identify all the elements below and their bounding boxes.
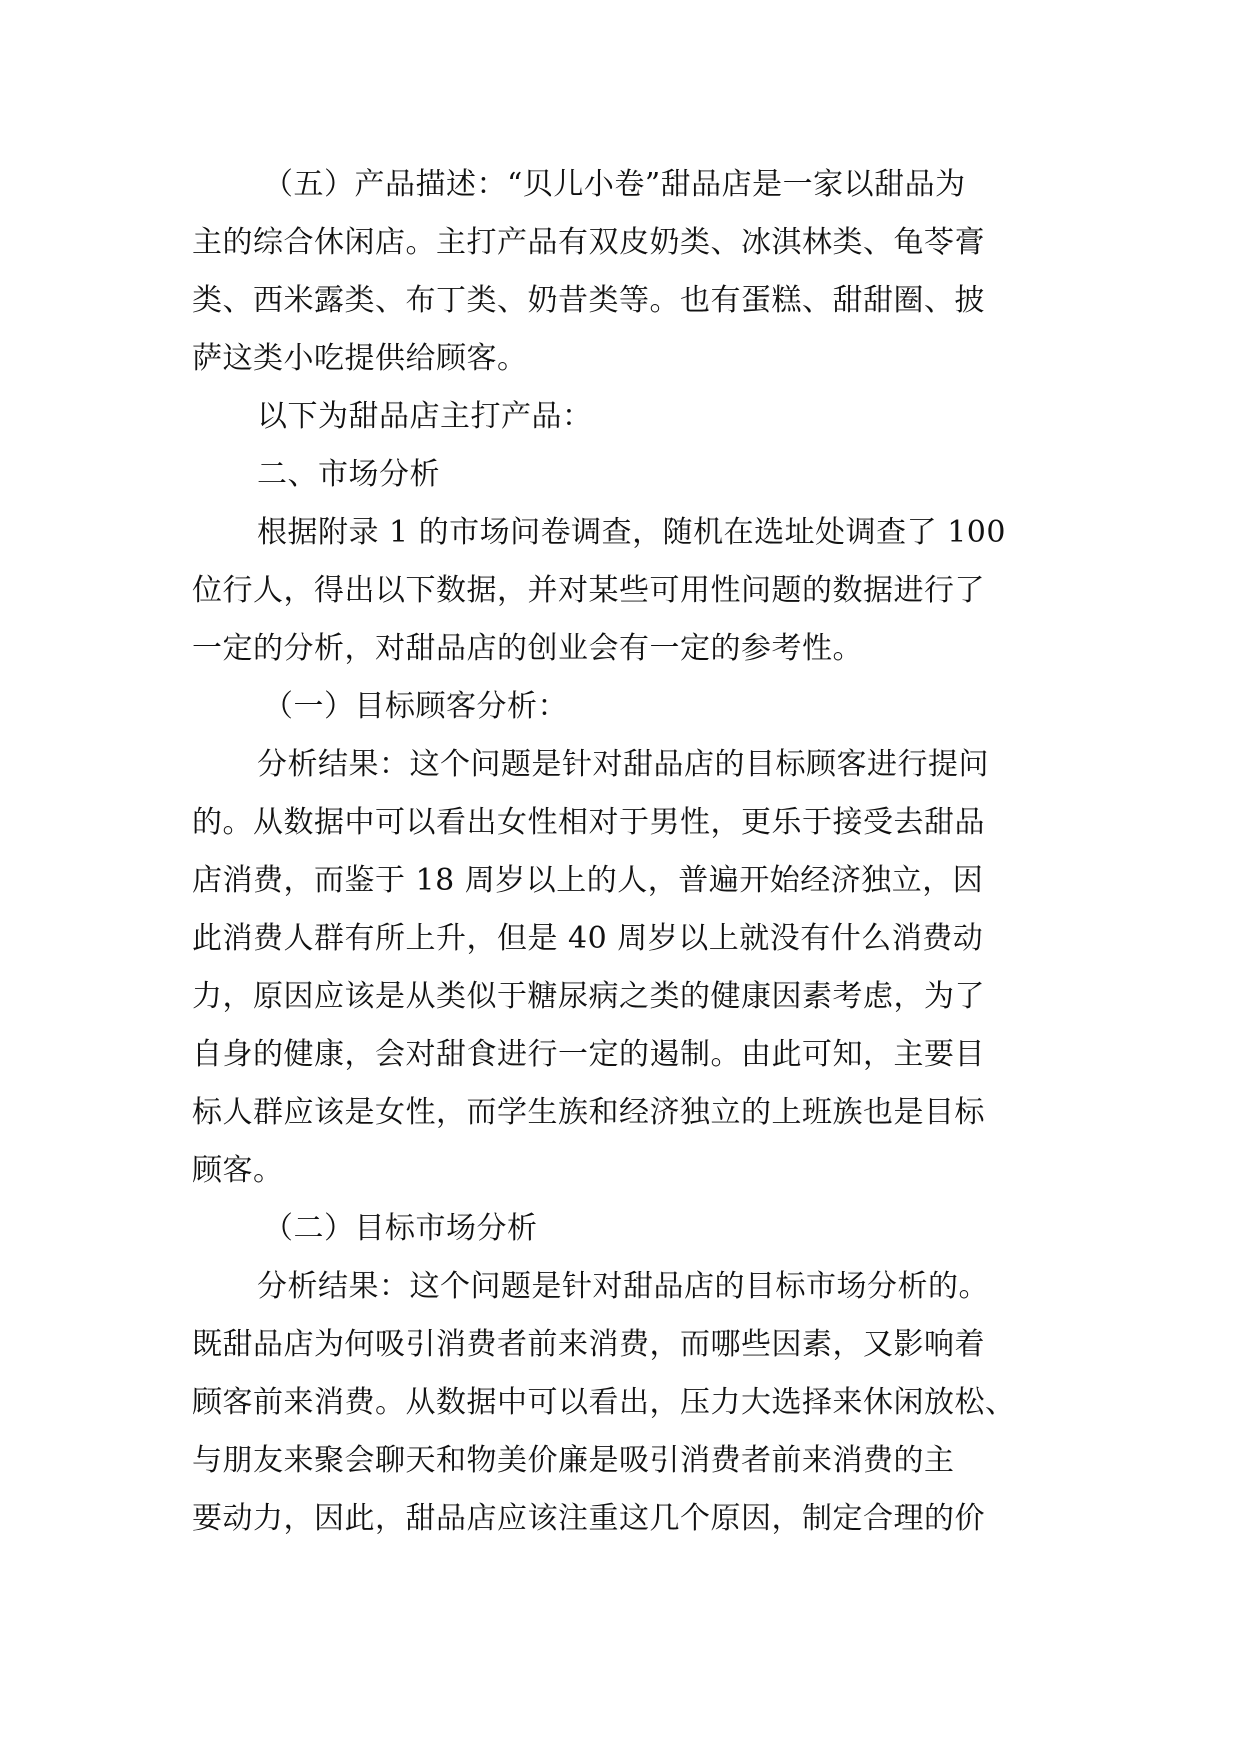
subheading-target-customer-analysis: （一）目标顾客分析：	[263, 689, 568, 724]
paragraph-survey-line-1: 根据附录 1 的市场问卷调查，随机在选址处调查了 100	[257, 515, 1006, 550]
paragraph-product-description-line-3: 类、西米露类、布丁类、奶昔类等。也有蛋糕、甜甜圈、披	[192, 283, 985, 318]
paragraph-product-description-line-4: 萨这类小吃提供给顾客。	[192, 341, 528, 376]
main-products-intro: 以下为甜品店主打产品：	[257, 399, 593, 434]
paragraph-target-market-line-3: 顾客前来消费。从数据中可以看出，压力大选择来休闲放松、	[192, 1385, 1016, 1420]
paragraph-target-customer-line-4: 此消费人群有所上升，但是 40 周岁以上就没有什么消费动	[192, 921, 984, 956]
paragraph-survey-line-3: 一定的分析，对甜品店的创业会有一定的参考性。	[192, 631, 863, 666]
section-heading-market-analysis: 二、市场分析	[257, 457, 440, 492]
paragraph-target-customer-line-3: 店消费，而鉴于 18 周岁以上的人，普遍开始经济独立，因	[192, 863, 984, 898]
paragraph-product-description-line-1: （五）产品描述：“贝儿小卷”甜品店是一家以甜品为	[263, 167, 966, 202]
subheading-target-market-analysis: （二）目标市场分析	[263, 1211, 538, 1246]
paragraph-target-customer-line-7: 标人群应该是女性，而学生族和经济独立的上班族也是目标	[192, 1095, 985, 1130]
paragraph-target-customer-line-5: 力，原因应该是从类似于糖尿病之类的健康因素考虑，为了	[192, 979, 985, 1014]
paragraph-target-customer-line-1: 分析结果：这个问题是针对甜品店的目标顾客进行提问	[257, 747, 989, 782]
paragraph-target-customer-line-6: 自身的健康，会对甜食进行一定的遏制。由此可知，主要目	[192, 1037, 985, 1072]
paragraph-survey-line-2: 位行人，得出以下数据，并对某些可用性问题的数据进行了	[192, 573, 985, 608]
paragraph-target-customer-line-8: 顾客。	[192, 1153, 284, 1188]
paragraph-target-customer-line-2: 的。从数据中可以看出女性相对于男性，更乐于接受去甜品	[192, 805, 985, 840]
paragraph-target-market-line-4: 与朋友来聚会聊天和物美价廉是吸引消费者前来消费的主	[192, 1443, 955, 1478]
paragraph-target-market-line-2: 既甜品店为何吸引消费者前来消费，而哪些因素，又影响着	[192, 1327, 985, 1362]
paragraph-product-description-line-2: 主的综合休闲店。主打产品有双皮奶类、冰淇林类、龟苓膏	[192, 225, 985, 260]
paragraph-target-market-line-1: 分析结果：这个问题是针对甜品店的目标市场分析的。	[257, 1269, 989, 1304]
paragraph-target-market-line-5: 要动力，因此，甜品店应该注重这几个原因，制定合理的价	[192, 1501, 985, 1536]
